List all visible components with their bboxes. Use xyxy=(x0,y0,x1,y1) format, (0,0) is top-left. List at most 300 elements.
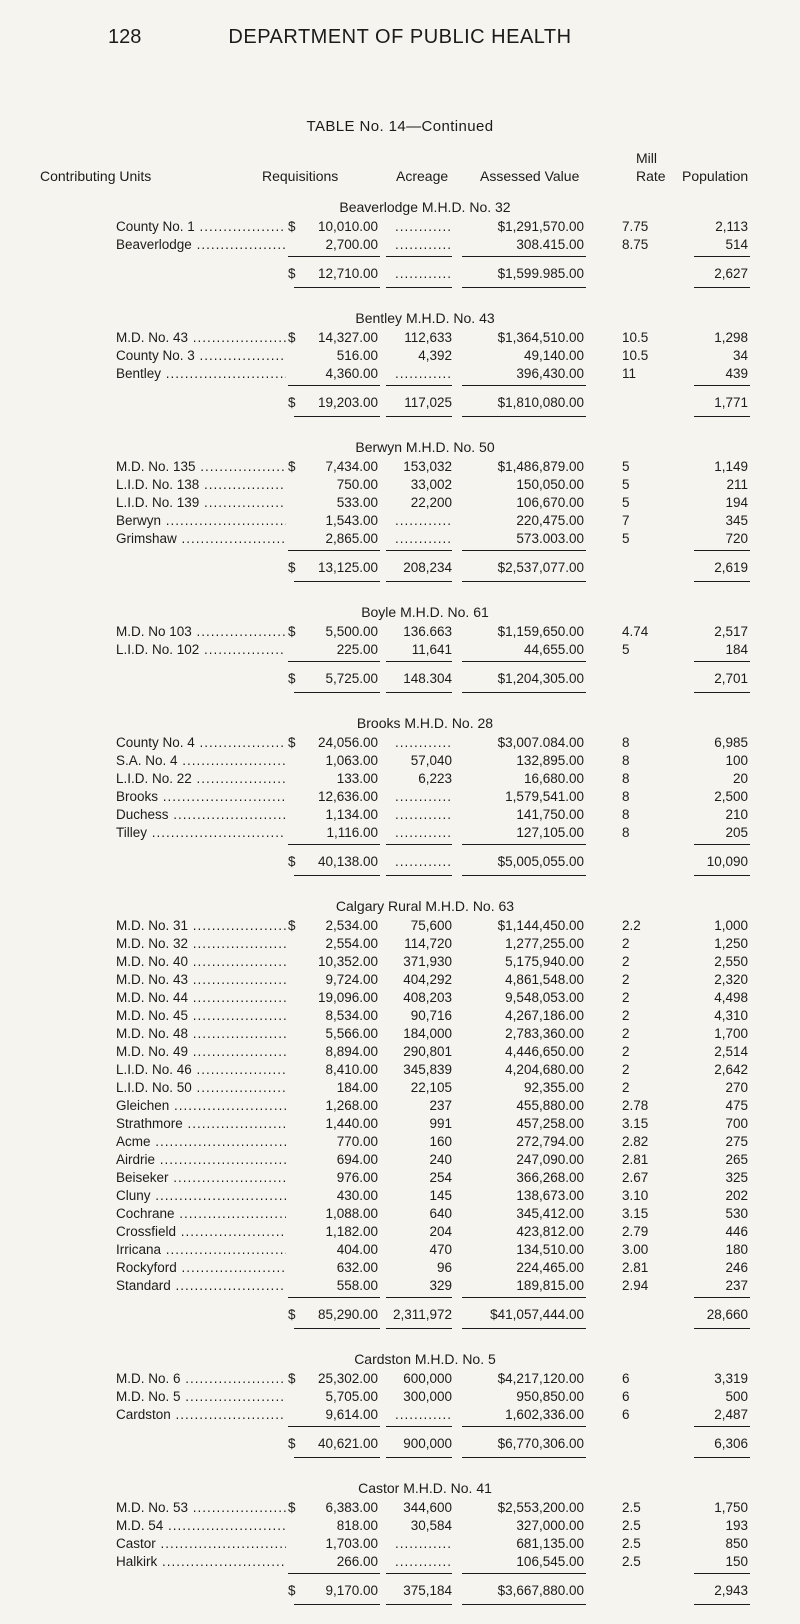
district-title: Berwyn M.H.D. No. 50 xyxy=(355,439,495,455)
population-value: 2,500 xyxy=(714,789,748,804)
assessed-value: 127,105.00 xyxy=(516,825,584,840)
acreage-leader: ............ xyxy=(394,219,452,234)
unit-name: M.D. No. 49 ..... xyxy=(116,1043,286,1061)
total-assessed: $5,005,055.00 xyxy=(497,854,584,869)
total-requisition: 40,621.00 xyxy=(317,1436,378,1451)
unit-name: Airdrie ..... xyxy=(116,1151,286,1169)
district-section xyxy=(0,1477,800,1609)
rule-line xyxy=(694,1604,750,1605)
table-row xyxy=(0,935,800,953)
requisition-value: 5,705.00 xyxy=(325,1389,378,1404)
mill-rate-value: 3.15 xyxy=(622,1206,649,1221)
total-row xyxy=(0,1305,800,1325)
rule-line xyxy=(462,1604,586,1605)
column-headers xyxy=(0,148,800,188)
mill-rate-value: 8 xyxy=(622,735,630,750)
table-row xyxy=(0,365,800,383)
unit-name: Berwyn ..... xyxy=(116,512,286,530)
mill-rate-value: 5 xyxy=(622,459,630,474)
rule-line xyxy=(386,1297,452,1298)
acreage-leader: ............ xyxy=(394,807,452,822)
acreage-value: 33,002 xyxy=(410,477,452,492)
unit-name: L.I.D. No. 102 ..... xyxy=(116,641,286,659)
table-row xyxy=(0,1406,800,1424)
district-title: Boyle M.H.D. No. 61 xyxy=(361,604,489,620)
mill-rate-value: 2.81 xyxy=(622,1152,649,1167)
rule-line xyxy=(694,692,750,693)
total-assessed: $1,599.985.00 xyxy=(497,266,584,281)
total-population: 1,771 xyxy=(714,395,748,410)
population-value: 211 xyxy=(726,477,748,492)
district-title: Castor M.H.D. No. 41 xyxy=(358,1480,492,1496)
requisition-value: 184.00 xyxy=(336,1080,378,1095)
population-value: 439 xyxy=(725,366,748,381)
population-value: 246 xyxy=(725,1260,748,1275)
requisition-value: 10,010.00 xyxy=(317,219,378,234)
acreage-value: 344,600 xyxy=(403,1500,452,1515)
acreage-value: 991 xyxy=(429,1116,452,1131)
district-section xyxy=(0,196,800,292)
assessed-value: 49,140.00 xyxy=(523,348,584,363)
rule-line xyxy=(288,1297,380,1298)
dollar-sign: $ xyxy=(288,459,296,474)
rule-line xyxy=(462,1457,586,1458)
population-value: 475 xyxy=(725,1098,748,1113)
mill-rate-value: 8 xyxy=(622,771,630,786)
requisition-value: 25,302.00 xyxy=(317,1371,378,1386)
population-value: 237 xyxy=(725,1278,748,1293)
assessed-value: $3,007.084.00 xyxy=(497,735,584,750)
mill-rate-value: 4.74 xyxy=(622,624,649,639)
rule-line xyxy=(694,416,750,417)
total-underline xyxy=(0,872,800,880)
rule-line xyxy=(288,385,380,386)
col-mill-line1: Mill xyxy=(636,150,657,166)
rule-line xyxy=(386,1573,452,1574)
table-row xyxy=(0,770,800,788)
requisition-value: 5,500.00 xyxy=(325,624,378,639)
population-value: 446 xyxy=(725,1224,748,1239)
requisition-value: 14,327.00 xyxy=(317,330,378,345)
mill-rate-value: 2.78 xyxy=(622,1098,649,1113)
population-value: 1,700 xyxy=(714,1026,748,1041)
unit-name: Irricana ..... xyxy=(116,1241,286,1259)
dollar-sign: $ xyxy=(288,624,296,639)
assessed-value: 16,680.00 xyxy=(523,771,584,786)
total-population: 2,701 xyxy=(714,671,748,686)
total-acreage: 117,025 xyxy=(404,395,452,410)
assessed-value: 5,175,940.00 xyxy=(505,954,584,969)
assessed-value: 308.415.00 xyxy=(516,237,584,252)
population-value: 2,320 xyxy=(714,972,748,987)
rule-line xyxy=(694,287,750,288)
assessed-value: 455,880.00 xyxy=(516,1098,584,1113)
rule-line xyxy=(294,1604,380,1605)
population-value: 275 xyxy=(725,1134,748,1149)
requisition-value: 1,182.00 xyxy=(325,1224,378,1239)
district-section xyxy=(0,895,800,1333)
acreage-value: 145 xyxy=(429,1188,452,1203)
rule-line xyxy=(294,875,380,876)
population-value: 205 xyxy=(725,825,748,840)
requisition-value: 12,636.00 xyxy=(317,789,378,804)
population-value: 20 xyxy=(732,771,748,786)
page-title: DEPARTMENT OF PUBLIC HEALTH xyxy=(228,26,572,48)
acreage-value: 6,223 xyxy=(418,771,452,786)
assessed-value: 138,673.00 xyxy=(516,1188,584,1203)
table-row xyxy=(0,917,800,935)
assessed-value: 4,267,186.00 xyxy=(505,1008,584,1023)
rule-line xyxy=(288,1426,380,1427)
total-assessed: $2,537,077.00 xyxy=(497,560,584,575)
dollar-sign: $ xyxy=(288,1307,296,1322)
acreage-value: 90,716 xyxy=(410,1008,452,1023)
assessed-value: 44,655.00 xyxy=(523,642,584,657)
rule-line xyxy=(462,661,586,662)
table-row xyxy=(0,1097,800,1115)
mill-rate-value: 5 xyxy=(622,531,630,546)
acreage-leader: ............ xyxy=(394,735,452,750)
acreage-leader: ............ xyxy=(394,1554,452,1569)
district-title: Beaverlodge M.H.D. No. 32 xyxy=(339,199,511,215)
population-value: 270 xyxy=(725,1080,748,1095)
rule-line xyxy=(288,661,380,662)
unit-name: L.I.D. No. 46 ..... xyxy=(116,1061,286,1079)
requisition-value: 225.00 xyxy=(336,642,378,657)
acreage-value: 290,801 xyxy=(403,1044,452,1059)
acreage-value: 600,000 xyxy=(403,1371,452,1386)
total-requisition: 13,125.00 xyxy=(317,560,378,575)
assessed-value: $1,159,650.00 xyxy=(497,624,584,639)
assessed-value: 423,812.00 xyxy=(516,1224,584,1239)
population-value: 700 xyxy=(725,1116,748,1131)
rule-line xyxy=(462,256,586,257)
district-title: Cardston M.H.D. No. 5 xyxy=(354,1351,496,1367)
requisition-value: 1,088.00 xyxy=(325,1206,378,1221)
assessed-value: $1,486,879.00 xyxy=(497,459,584,474)
rule-line xyxy=(694,1328,750,1329)
subtotal-rule xyxy=(0,548,800,554)
total-population: 28,660 xyxy=(706,1307,748,1322)
rule-line xyxy=(294,692,380,693)
rule-line xyxy=(294,1328,380,1329)
rule-line xyxy=(462,581,586,582)
table-row xyxy=(0,1553,800,1571)
mill-rate-value: 2.5 xyxy=(622,1500,641,1515)
requisition-value: 2,554.00 xyxy=(325,936,378,951)
acreage-value: 96 xyxy=(436,1260,452,1275)
total-population: 2,619 xyxy=(714,560,748,575)
unit-name: Grimshaw ..... xyxy=(116,530,286,548)
mill-rate-value: 2.79 xyxy=(622,1224,649,1239)
mill-rate-value: 2.67 xyxy=(622,1170,649,1185)
table-row xyxy=(0,788,800,806)
col-mill-line2: Rate xyxy=(636,168,666,184)
rule-line xyxy=(694,1426,750,1427)
dollar-sign: $ xyxy=(288,1436,296,1451)
dollar-sign: $ xyxy=(288,395,296,410)
requisition-value: 404.00 xyxy=(336,1242,378,1257)
total-requisition: 9,170.00 xyxy=(325,1583,378,1598)
table-row xyxy=(0,530,800,548)
acreage-leader: ............ xyxy=(394,266,452,281)
assessed-value: 189,815.00 xyxy=(516,1278,584,1293)
requisition-value: 430.00 xyxy=(336,1188,378,1203)
requisition-value: 19,096.00 xyxy=(317,990,378,1005)
rule-line xyxy=(462,287,586,288)
acreage-value: 408,203 xyxy=(403,990,452,1005)
acreage-value: 4,392 xyxy=(418,348,452,363)
population-value: 6,985 xyxy=(714,735,748,750)
mill-rate-value: 8 xyxy=(622,825,630,840)
rule-line xyxy=(386,844,452,845)
requisition-value: 24,056.00 xyxy=(317,735,378,750)
rule-line xyxy=(694,256,750,257)
total-requisition: 40,138.00 xyxy=(317,854,378,869)
requisition-value: 8,410.00 xyxy=(325,1062,378,1077)
table-row xyxy=(0,1388,800,1406)
requisition-value: 8,894.00 xyxy=(325,1044,378,1059)
total-requisition: 85,290.00 xyxy=(317,1307,378,1322)
acreage-value: 22,105 xyxy=(410,1080,452,1095)
requisition-value: 10,352.00 xyxy=(317,954,378,969)
rule-line xyxy=(288,1573,380,1574)
mill-rate-value: 5 xyxy=(622,642,630,657)
requisition-value: 1,063.00 xyxy=(325,753,378,768)
table-row xyxy=(0,1025,800,1043)
subtotal-rule xyxy=(0,842,800,848)
population-value: 2,517 xyxy=(714,624,748,639)
requisition-value: 9,614.00 xyxy=(325,1407,378,1422)
acreage-value: 112,633 xyxy=(404,330,452,345)
table-row xyxy=(0,1187,800,1205)
table-row xyxy=(0,953,800,971)
rule-line xyxy=(386,550,452,551)
mill-rate-value: 2 xyxy=(622,1026,630,1041)
unit-name: Acme ..... xyxy=(116,1133,286,1151)
requisition-value: 1,440.00 xyxy=(325,1116,378,1131)
table-row xyxy=(0,347,800,365)
acreage-value: 11,641 xyxy=(411,642,452,657)
assessed-value: 141,750.00 xyxy=(516,807,584,822)
assessed-value: 92,355.00 xyxy=(523,1080,584,1095)
unit-name: L.I.D. No. 50 ..... xyxy=(116,1079,286,1097)
population-value: 2,113 xyxy=(715,219,748,234)
acreage-leader: ............ xyxy=(394,531,452,546)
rule-line xyxy=(294,416,380,417)
mill-rate-value: 2.82 xyxy=(622,1134,649,1149)
requisition-value: 266.00 xyxy=(336,1554,378,1569)
unit-name: Crossfield ..... xyxy=(116,1223,286,1241)
population-value: 514 xyxy=(725,237,748,252)
total-population: 6,306 xyxy=(714,1436,748,1451)
rule-line xyxy=(294,1457,380,1458)
population-value: 193 xyxy=(725,1518,748,1533)
table-row xyxy=(0,458,800,476)
assessed-value: 950,850.00 xyxy=(516,1389,584,1404)
acreage-value: 237 xyxy=(429,1098,452,1113)
requisition-value: 7,434.00 xyxy=(325,459,378,474)
total-requisition: 12,710.00 xyxy=(317,266,378,281)
acreage-leader: ............ xyxy=(394,1536,452,1551)
unit-name: M.D. No. 40 ..... xyxy=(116,953,286,971)
total-requisition: 5,725.00 xyxy=(325,671,378,686)
acreage-value: 136.663 xyxy=(403,624,452,639)
total-population: 10,090 xyxy=(706,854,748,869)
table-row xyxy=(0,1205,800,1223)
table-body xyxy=(0,196,800,1624)
page-number: 128 xyxy=(108,26,142,48)
assessed-value: 247,090.00 xyxy=(516,1152,584,1167)
dollar-sign: $ xyxy=(288,1371,296,1386)
assessed-value: 1,579,541.00 xyxy=(505,789,584,804)
district-title: Bentley M.H.D. No. 43 xyxy=(355,310,495,326)
table-row xyxy=(0,1370,800,1388)
population-value: 194 xyxy=(725,495,748,510)
rule-line xyxy=(462,1328,586,1329)
total-acreage: 375,184 xyxy=(403,1583,452,1598)
total-row xyxy=(0,1434,800,1454)
total-requisition: 19,203.00 xyxy=(317,395,378,410)
rule-line xyxy=(386,1604,452,1605)
mill-rate-value: 8 xyxy=(622,807,630,822)
requisition-value: 1,543.00 xyxy=(325,513,378,528)
requisition-value: 750.00 xyxy=(336,477,378,492)
dollar-sign: $ xyxy=(288,1500,296,1515)
mill-rate-value: 8 xyxy=(622,753,630,768)
assessed-value: $2,553,200.00 xyxy=(497,1500,584,1515)
table-row xyxy=(0,476,800,494)
population-value: 100 xyxy=(725,753,748,768)
mill-rate-value: 8 xyxy=(622,789,630,804)
requisition-value: 2,865.00 xyxy=(325,531,378,546)
assessed-value: 1,602,336.00 xyxy=(505,1407,584,1422)
mill-rate-value: 2 xyxy=(622,1008,630,1023)
rule-line xyxy=(694,875,750,876)
rule-line xyxy=(462,385,586,386)
acreage-leader: ............ xyxy=(394,237,452,252)
mill-rate-value: 11 xyxy=(622,366,637,381)
district-title: Brooks M.H.D. No. 28 xyxy=(356,715,494,731)
rule-line xyxy=(294,581,380,582)
dollar-sign: $ xyxy=(288,854,296,869)
rule-line xyxy=(386,581,452,582)
subtotal-rule xyxy=(0,383,800,389)
total-underline xyxy=(0,1325,800,1333)
table-row xyxy=(0,1061,800,1079)
population-value: 1,298 xyxy=(714,330,748,345)
acreage-value: 300,000 xyxy=(403,1389,452,1404)
requisition-value: 6,383.00 xyxy=(325,1500,378,1515)
acreage-value: 22,200 xyxy=(410,495,452,510)
mill-rate-value: 2.5 xyxy=(622,1554,641,1569)
table-row xyxy=(0,512,800,530)
assessed-value: 573.003.00 xyxy=(516,531,584,546)
unit-name: M.D. 54 ..... xyxy=(116,1517,286,1535)
requisition-value: 1,116.00 xyxy=(326,825,378,840)
acreage-leader: ............ xyxy=(394,513,452,528)
rule-line xyxy=(694,550,750,551)
mill-rate-value: 3.00 xyxy=(622,1242,649,1257)
district-section xyxy=(0,601,800,697)
table-row xyxy=(0,1043,800,1061)
mill-rate-value: 7.75 xyxy=(622,219,649,234)
mill-rate-value: 6 xyxy=(622,1407,630,1422)
mill-rate-value: 10.5 xyxy=(622,330,649,345)
acreage-leader: ............ xyxy=(394,854,452,869)
unit-name: L.I.D. No. 138 ..... xyxy=(116,476,286,494)
table-title: TABLE No. 14—Continued xyxy=(306,118,494,135)
mill-rate-value: 7 xyxy=(622,513,630,528)
rule-line xyxy=(386,385,452,386)
population-value: 4,498 xyxy=(714,990,748,1005)
mill-rate-value: 3.10 xyxy=(622,1188,649,1203)
acreage-leader: ............ xyxy=(394,789,452,804)
assessed-value: 106,670.00 xyxy=(516,495,584,510)
rule-line xyxy=(462,844,586,845)
table-row xyxy=(0,1499,800,1517)
total-population: 2,627 xyxy=(714,266,748,281)
dollar-sign: $ xyxy=(288,330,296,345)
mill-rate-value: 10.5 xyxy=(622,348,649,363)
unit-name: County No. 1 ..... xyxy=(116,218,286,236)
table-row xyxy=(0,824,800,842)
col-units: Contributing Units xyxy=(40,168,152,184)
dollar-sign: $ xyxy=(288,918,296,933)
acreage-value: 371,930 xyxy=(403,954,452,969)
unit-name: Bentley ..... xyxy=(116,365,286,383)
rule-line xyxy=(694,385,750,386)
assessed-value: 220,475.00 xyxy=(516,513,584,528)
acreage-value: 204 xyxy=(429,1224,452,1239)
unit-name: M.D. No. 32 ..... xyxy=(116,935,286,953)
assessed-value: 4,204,680.00 xyxy=(505,1062,584,1077)
requisition-value: 533.00 xyxy=(336,495,378,510)
acreage-value: 329 xyxy=(429,1278,452,1293)
unit-name: M.D. No. 45 ..... xyxy=(116,1007,286,1025)
rule-line xyxy=(288,844,380,845)
total-assessed: $3,667,880.00 xyxy=(497,1583,584,1598)
table-row xyxy=(0,734,800,752)
table-row xyxy=(0,1115,800,1133)
table-row xyxy=(0,218,800,236)
rule-line xyxy=(462,875,586,876)
acreage-value: 160 xyxy=(429,1134,452,1149)
rule-line xyxy=(386,1328,452,1329)
requisition-value: 516.00 xyxy=(336,348,378,363)
rule-line xyxy=(694,844,750,845)
rule-line xyxy=(694,661,750,662)
unit-name: Cluny ..... xyxy=(116,1187,286,1205)
population-value: 345 xyxy=(725,513,748,528)
mill-rate-value: 2.5 xyxy=(622,1536,641,1551)
population-value: 265 xyxy=(725,1152,748,1167)
mill-rate-value: 3.15 xyxy=(622,1116,649,1131)
mill-rate-value: 2.81 xyxy=(622,1260,649,1275)
rule-line xyxy=(462,416,586,417)
mill-rate-value: 5 xyxy=(622,477,630,492)
unit-name: S.A. No. 4 ..... xyxy=(116,752,286,770)
rule-line xyxy=(386,1426,452,1427)
table-row xyxy=(0,494,800,512)
unit-name: Standard ..... xyxy=(116,1277,286,1295)
unit-name: Beaverlodge ..... xyxy=(116,236,286,254)
total-assessed: $1,810,080.00 xyxy=(497,395,584,410)
population-value: 850 xyxy=(725,1536,748,1551)
unit-name: Rockyford ..... xyxy=(116,1259,286,1277)
dollar-sign: $ xyxy=(288,735,296,750)
total-underline xyxy=(0,1454,800,1462)
